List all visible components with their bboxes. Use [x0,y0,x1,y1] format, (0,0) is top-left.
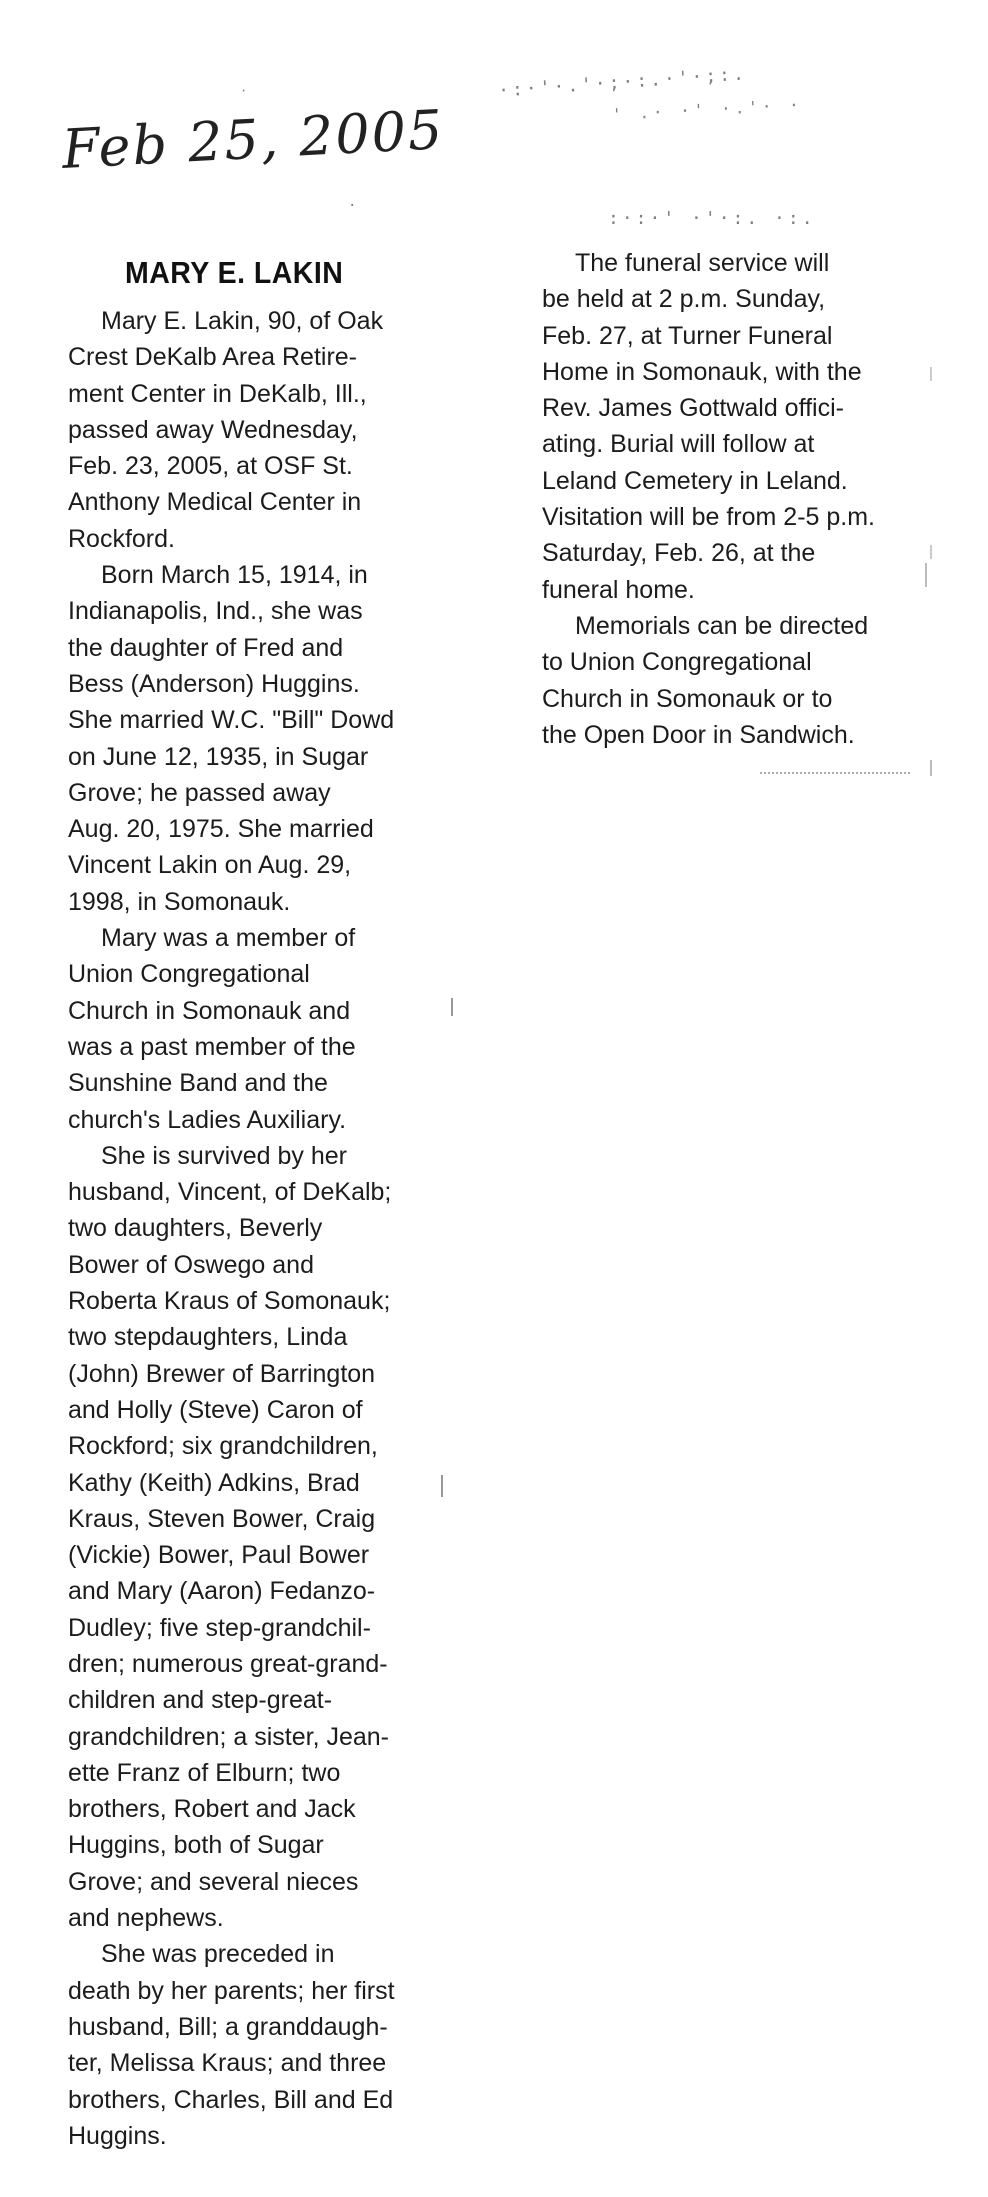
left-column [68,303,448,2154]
right-column-text-line: Leland Cemetery in Leland. [542,466,848,495]
left-column-text-line: 1998, in Somonauk. [68,887,291,916]
scan-speckle: · [240,84,248,98]
left-column-text-line: Huggins. [68,2121,167,2150]
left-column-text-line: Born March 15, 1914, in [101,561,368,590]
left-column-text-line: on June 12, 1935, in Sugar [68,742,369,771]
left-column-text-line: Rockford. [68,524,175,553]
right-column-text-line: Visitation will be from 2-5 p.m. [542,503,875,532]
left-column-text-line: Church in Somonauk and [68,996,351,1025]
left-column-text-line: Mary was a member of [101,924,356,953]
left-column-text-line: Dudley; five step-grandchil- [68,1613,371,1642]
left-column-text-line: Roberta Kraus of Somonauk; [68,1287,391,1316]
right-column-text-line: Feb. 27, at Turner Funeral [542,321,833,350]
left-column-text-line: the daughter of Fred and [68,633,344,662]
left-column-text-line: Kathy (Keith) Adkins, Brad [68,1468,360,1497]
scan-mark [451,998,453,1016]
left-column-text-line: ment Center in DeKalb, Ill., [68,379,367,408]
scan-speckle: ·:·'·.'·;·:.·'·;:. [497,63,748,102]
right-column-text-line: Rev. James Gottwald offici- [542,394,844,423]
left-column-text-line: Bess (Anderson) Huggins. [68,669,360,698]
left-column-text-line: Crest DeKalb Area Retire- [68,343,358,372]
left-column-text-line: Vincent Lakin on Aug. 29, [68,851,352,880]
left-column-text-line: Indianapolis, Ind., she was [68,597,363,626]
left-column-text-line: and Holly (Steve) Caron of [68,1395,363,1424]
right-column-text-line: the Open Door in Sandwich. [542,720,855,749]
left-column-text-line: Mary E. Lakin, 90, of Oak [101,307,384,335]
left-column-text-line: She married W.C. "Bill" Dowd [68,706,395,735]
left-column-text-line: passed away Wednesday, [68,415,358,444]
left-column-text-line: Aug. 20, 1975. She married [68,815,374,844]
scan-mark [930,367,932,381]
left-column-text-line: She was preceded in [101,1940,335,1969]
left-column-text-line: Grove; and several nieces [68,1867,359,1896]
left-column-text-line: ter, Melissa Kraus; and three [68,2049,387,2078]
left-column-text-line: Kraus, Steven Bower, Craig [68,1504,376,1533]
left-column-text-line: Feb. 23, 2005, at OSF St. [68,452,353,481]
left-column-text-line: Rockford; six grandchildren, [68,1432,378,1461]
scan-speckle: :·:·' ·'·:. ·:. [608,208,816,229]
right-column-text-line: Memorials can be directed [575,611,869,640]
scan-mark [760,772,910,776]
left-column-text-line: and Mary (Aaron) Fedanzo- [68,1577,376,1606]
left-column-text-line: ette Franz of Elburn; two [68,1758,341,1787]
obituary-headline: MARY E. LAKIN [125,255,344,290]
left-column-text-line: husband, Bill; a granddaugh- [68,2012,388,2041]
left-column-text-line: and nephews. [68,1904,224,1933]
scan-speckle: ' .· ·' ·.'· · [611,95,804,124]
left-column-text-line: Anthony Medical Center in [68,488,362,517]
right-column-text-line: be held at 2 p.m. Sunday, [542,285,826,314]
left-column-text-line: She is survived by her [101,1141,347,1170]
left-column-text-line: Bower of Oswego and [68,1250,314,1279]
right-column-text-line: Church in Somonauk or to [542,684,833,713]
scan-mark [930,545,932,559]
handwritten-date: Feb 25, 2005 [60,98,446,181]
left-column-text-line: dren; numerous great-grand- [68,1649,388,1678]
left-column-text-line: (Vickie) Bower, Paul Bower [68,1541,370,1570]
left-column-text-line: Huggins, both of Sugar [68,1831,324,1860]
right-column-text-line: ating. Burial will follow at [542,430,815,459]
right-column-text-line: Home in Somonauk, with the [542,357,862,386]
left-column-text-line: church's Ladies Auxiliary. [68,1105,347,1134]
left-column-text-line: grandchildren; a sister, Jean- [68,1722,390,1751]
scan-mark [925,563,927,587]
left-column-text-line: Sunshine Band and the [68,1069,328,1098]
left-column-text-line: husband, Vincent, of DeKalb; [68,1178,392,1207]
left-column-text-line: two stepdaughters, Linda [68,1323,348,1352]
right-column [542,245,922,753]
left-column-text-line: children and step-great- [68,1686,333,1715]
scan-speckle: · [348,198,357,214]
right-column-text-line: to Union Congregational [542,648,812,677]
scan-mark [930,760,932,776]
left-column-text-line: (John) Brewer of Barrington [68,1359,376,1388]
left-column-text-line: Union Congregational [68,960,310,989]
left-column-text-line: was a past member of the [68,1032,356,1061]
left-column-text-line: Grove; he passed away [68,778,331,807]
right-column-text-line: funeral home. [542,575,695,604]
right-column-text-line: The funeral service will [575,249,830,277]
left-column-text-line: death by her parents; her first [68,1976,395,2005]
right-column-text-line: Saturday, Feb. 26, at the [542,539,816,568]
left-column-text-line: two daughters, Beverly [68,1214,323,1243]
left-column-text-line: brothers, Robert and Jack [68,1795,356,1824]
left-column-text-line: brothers, Charles, Bill and Ed [68,2085,394,2114]
